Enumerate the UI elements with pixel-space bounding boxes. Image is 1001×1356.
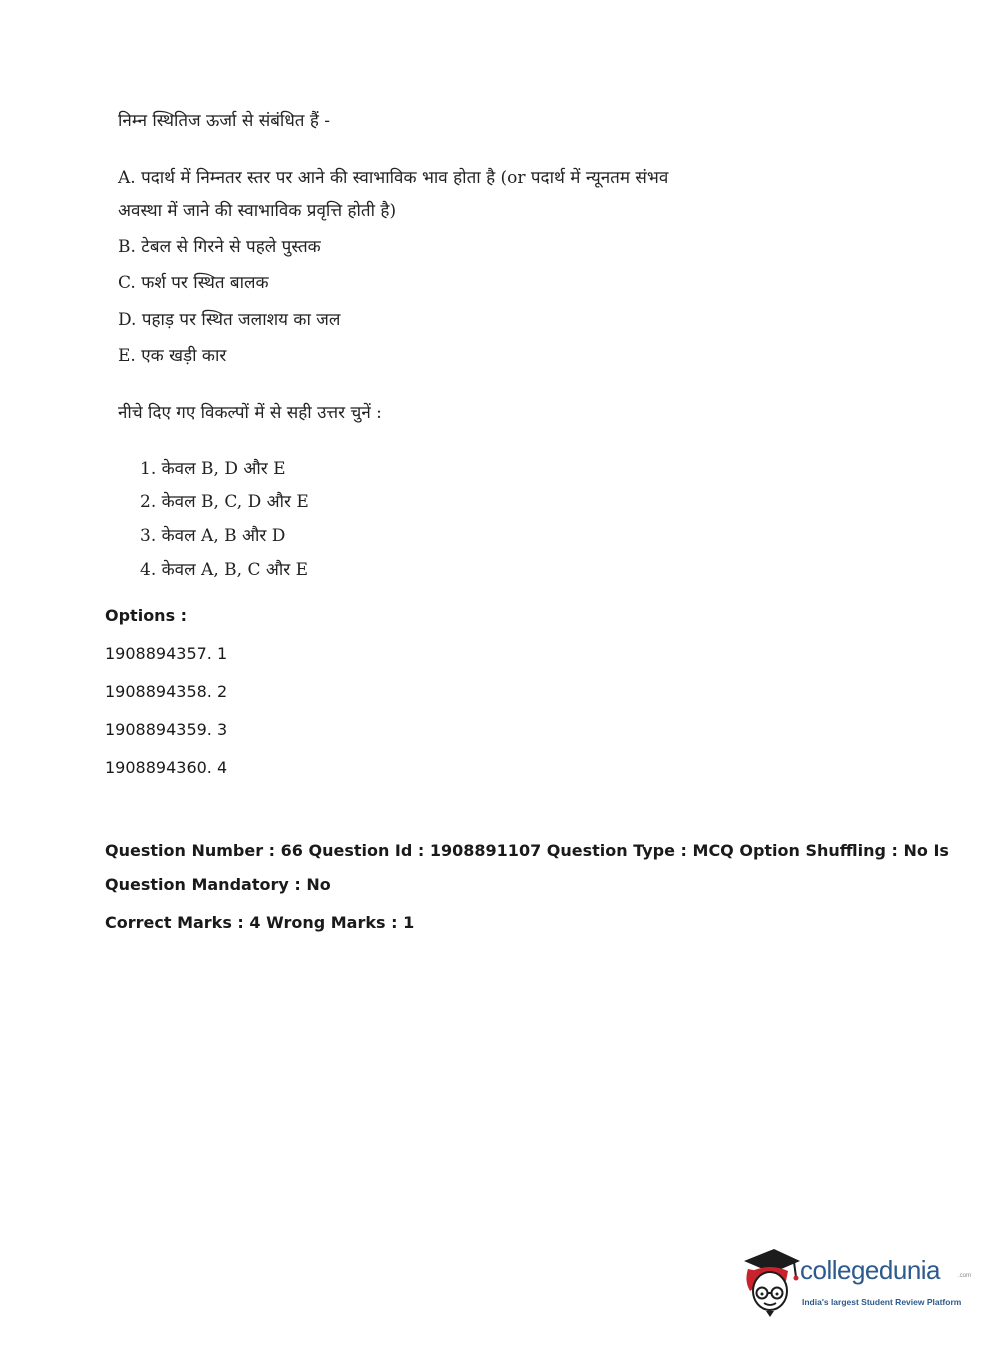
statement-c: C. फर्श पर स्थित बालक: [118, 273, 269, 293]
question-stem: निम्न स्थितिज ऊर्जा से संबंधित हैं -: [118, 111, 331, 131]
instruction: नीचे दिए गए विकल्पों में से सही उत्तर चुनें :: [118, 403, 382, 423]
question-meta-line1: Question Number : 66 Question Id : 1908891107 Question Type : MCQ Option Shuffling : No Is: [105, 841, 949, 860]
marks-line: Correct Marks : 4 Wrong Marks : 1: [105, 913, 415, 932]
statement-b: B. टेबल से गिरने से पहले पुस्तक: [118, 237, 321, 257]
option-item-3: 1908894359. 3: [105, 720, 228, 739]
statement-a-line2: अवस्था में जाने की स्वाभाविक प्रवृत्ति होती है): [118, 201, 397, 221]
option-item-2: 1908894358. 2: [105, 682, 228, 701]
statement-a-line1: A. पदार्थ में निम्नतर स्तर पर आने की स्वाभाविक भाव होता है (or पदार्थ में न्यूनतम संभव: [118, 168, 669, 188]
choice-4: 4. केवल A, B, C और E: [140, 560, 309, 580]
logo-wordmark: collegedunia: [800, 1255, 941, 1285]
statement-e: E. एक खड़ी कार: [118, 346, 227, 366]
option-item-1: 1908894357. 1: [105, 644, 228, 663]
logo-tagline: India's largest Student Review Platform: [802, 1297, 962, 1307]
question-meta-line2: Question Mandatory : No: [105, 875, 331, 894]
options-heading: Options :: [105, 606, 188, 625]
mascot-icon: [740, 1247, 802, 1319]
collegedunia-logo: [740, 1247, 970, 1319]
choice-1: 1. केवल B, D और E: [140, 459, 286, 479]
statement-d: D. पहाड़ पर स्थित जलाशय का जल: [118, 310, 341, 330]
choice-2: 2. केवल B, C, D और E: [140, 492, 309, 512]
option-item-4: 1908894360. 4: [105, 758, 228, 777]
choice-3: 3. केवल A, B और D: [140, 526, 286, 546]
logo-com: .com: [958, 1273, 972, 1279]
